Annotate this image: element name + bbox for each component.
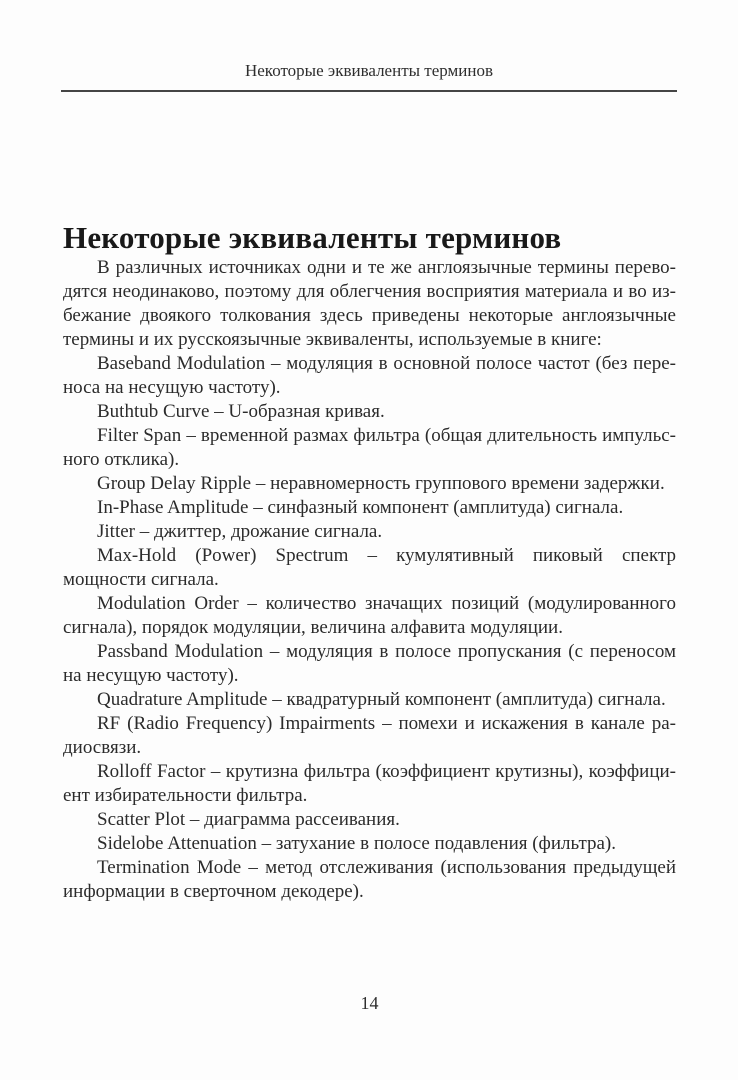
- term-entry: [63, 688, 676, 712]
- term-english: Group Delay Ripple: [97, 473, 252, 494]
- term-entry: [63, 472, 676, 496]
- term-definition: – крутизна фильтра (коэффициент крутизны), коэффициент избирательности фильтра.: [63, 761, 676, 806]
- page-title: Некоторые эквиваленты терминов: [63, 220, 562, 255]
- term-definition: – кумулятивный пиковый спектр мощности сигнала.: [63, 545, 676, 590]
- term-definition: – диаграмма рассеивания.: [189, 809, 400, 830]
- term-definition: – метод отслеживания (использования предыдущей информации в сверточном декодере).: [63, 857, 676, 902]
- term-english: Baseband Modulation: [97, 353, 266, 374]
- term-entry: [63, 712, 676, 760]
- header-rule: [61, 90, 677, 92]
- term-entry: [63, 856, 676, 904]
- term-english: Max-Hold (Power) Spectrum: [97, 545, 349, 566]
- term-entry: [63, 520, 676, 544]
- term-english: Passband Modulation: [97, 641, 264, 662]
- term-english: Quadrature Amplitude: [97, 689, 268, 710]
- term-english: Filter Span: [97, 425, 182, 446]
- term-entry: [63, 832, 676, 856]
- term-entry: [63, 640, 676, 688]
- term-english: In-Phase Amplitude: [97, 497, 249, 518]
- page-content: [63, 220, 676, 904]
- term-english: Buthtub Curve: [97, 401, 210, 422]
- term-english: RF (Radio Frequency) Impairments: [97, 713, 376, 734]
- term-english: Modulation Order: [97, 593, 239, 614]
- term-definition: – квадратурный компонент (амплитуда) сигнала.: [272, 689, 666, 710]
- term-definition: – затухание в полосе подавления (фильтра).: [261, 833, 617, 854]
- term-entry: [63, 352, 676, 400]
- term-definition: – неравномерность группового времени задержки.: [255, 473, 665, 494]
- term-definition: – временной размах фильтра (общая длительность импульсного отклика).: [63, 425, 676, 470]
- page-number: 14: [360, 993, 379, 1013]
- running-header: Некоторые эквиваленты терминов: [244, 61, 494, 80]
- term-entry: [63, 592, 676, 640]
- term-english: Termination Mode: [97, 857, 242, 878]
- term-entry: [63, 544, 676, 592]
- term-definition: – джиттер, дрожание сигнала.: [139, 521, 383, 542]
- term-definition: – синфазный компонент (амплитуда) сигнала.: [253, 497, 624, 518]
- term-definition: – U-образная кривая.: [214, 401, 385, 422]
- term-english: Scatter Plot: [97, 809, 186, 830]
- term-english: Jitter: [97, 521, 135, 542]
- term-definition: – модуляция в полосе пропускания (с переносом на несущую частоту).: [63, 641, 677, 686]
- term-english: Sidelobe Attenuation: [97, 833, 257, 854]
- term-definition: – количество значащих позиций (модулированного сигнала), порядок модуляции, величина алфавита модуляции.: [63, 593, 677, 638]
- term-definition: – модуляция в основной полосе частот (без переноса на несущую частоту).: [63, 353, 676, 398]
- term-entry: [63, 760, 676, 808]
- term-entry: [63, 808, 676, 832]
- term-english: Rolloff Factor: [97, 761, 206, 782]
- intro-paragraph: В различных источниках одни и те же англоязычные термины переводятся неодинаково, поэтому для облегчения восприятия материала и во избежание двоякого толкования здесь приведены некоторые англоязычные термины и их русскоязычные эквиваленты, используемые в книге:: [63, 257, 676, 350]
- term-entry: [63, 400, 676, 424]
- term-entry: [63, 496, 676, 520]
- term-entry: [63, 424, 676, 472]
- term-definition: – помехи и искажения в канале радиосвязи.: [63, 713, 676, 758]
